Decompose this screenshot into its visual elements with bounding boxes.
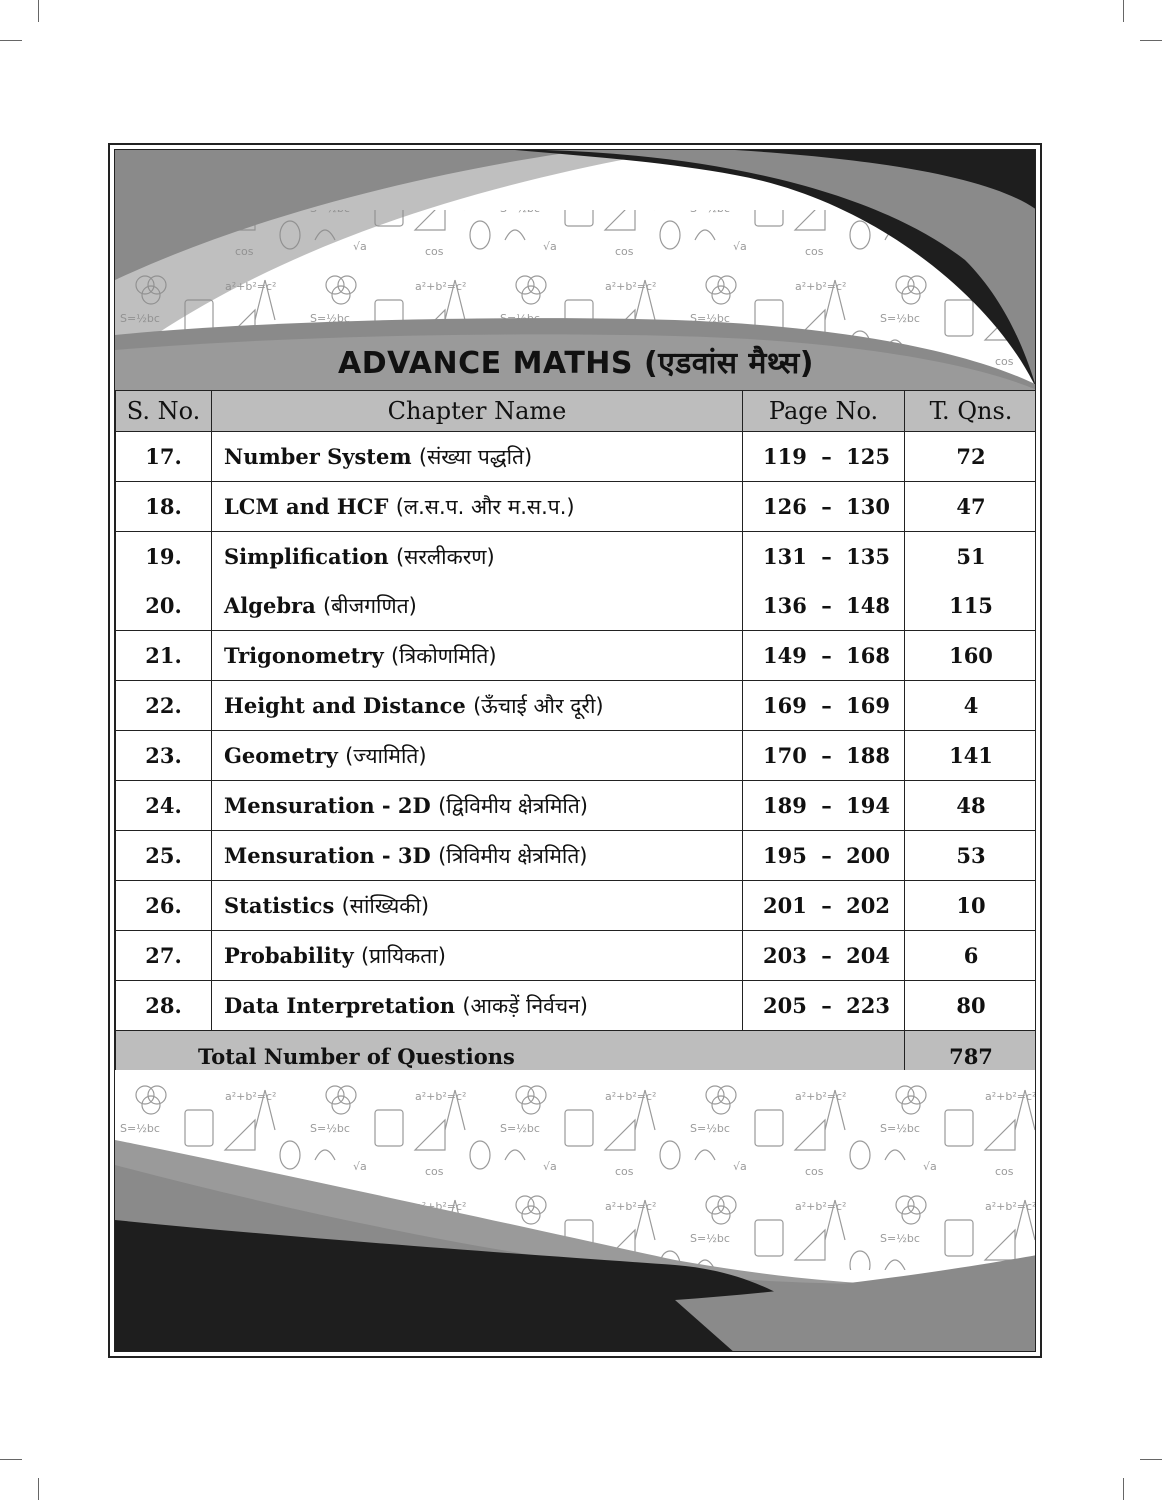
page-range: [743, 532, 905, 582]
chapter-name-hindi: (आकड़ें निर्वचन): [462, 993, 588, 1018]
section-title-band: [115, 335, 1036, 387]
crop-mark: [1140, 1459, 1162, 1460]
page-to: 204: [846, 943, 890, 968]
serial-number: 27.: [116, 931, 212, 981]
chapter-name-hindi: (सरलीकरण): [395, 544, 495, 569]
chapter-name-hindi: (द्विविमीय क्षेत्रमिति): [438, 793, 588, 818]
page-from: 170: [763, 743, 807, 768]
serial-number: 17.: [116, 432, 212, 482]
page-dash: –: [821, 643, 832, 668]
chapter-name: Probability: [224, 942, 354, 968]
page-dash: –: [821, 593, 832, 618]
page-from: 136: [763, 593, 807, 618]
serial-number: 23.: [116, 731, 212, 781]
table-row: [116, 631, 1037, 681]
chapter-name-cell: [212, 432, 743, 482]
total-value: 787: [905, 1031, 1037, 1082]
chapter-table: [115, 390, 1036, 1082]
crop-mark: [1140, 40, 1162, 41]
page-to: 202: [846, 893, 890, 918]
chapter-name-hindi: (ज्यामिति): [345, 743, 427, 768]
page-from: 169: [763, 693, 807, 718]
page-dash: –: [821, 843, 832, 868]
page-to: 223: [846, 993, 890, 1018]
page-dash: –: [821, 494, 832, 519]
chapter-name-hindi: (त्रिकोणमिति): [390, 643, 497, 668]
chapter-name: Data Interpretation: [224, 992, 456, 1018]
serial-number: 22.: [116, 681, 212, 731]
question-count: 141: [905, 731, 1037, 781]
question-count: 4: [905, 681, 1037, 731]
chapter-name: Geometry: [224, 742, 338, 768]
column-header-sno: S. No.: [116, 391, 212, 432]
chapter-name-cell: [212, 581, 743, 631]
chapter-name: Number System: [224, 443, 412, 469]
chapter-name-hindi: (ल.स.प. और म.स.प.): [395, 494, 575, 519]
page-range: [743, 981, 905, 1031]
question-count: 48: [905, 781, 1037, 831]
table-row: [116, 931, 1037, 981]
page-dash: –: [821, 943, 832, 968]
page-from: 205: [763, 993, 807, 1018]
page-dash: –: [821, 444, 832, 469]
page-dash: –: [821, 743, 832, 768]
page-from: 131: [763, 544, 807, 569]
page-to: 135: [846, 544, 890, 569]
page-from: 126: [763, 494, 807, 519]
page-range: [743, 731, 905, 781]
chapter-name: Simplification: [224, 543, 389, 569]
table-row: [116, 881, 1037, 931]
table-row: [116, 681, 1037, 731]
question-count: 10: [905, 881, 1037, 931]
chapter-name: Statistics: [224, 892, 335, 918]
page-range: [743, 781, 905, 831]
page-to: 148: [846, 593, 890, 618]
column-header-questions: T. Qns.: [905, 391, 1037, 432]
serial-number: 28.: [116, 981, 212, 1031]
chapter-name-cell: [212, 831, 743, 881]
chapter-name: LCM and HCF: [224, 493, 389, 519]
serial-number: 19.: [116, 532, 212, 582]
serial-number: 25.: [116, 831, 212, 881]
question-count: 160: [905, 631, 1037, 681]
question-count: 6: [905, 931, 1037, 981]
serial-number: 26.: [116, 881, 212, 931]
chapter-name-cell: [212, 681, 743, 731]
page-dash: –: [821, 993, 832, 1018]
page-to: 194: [846, 793, 890, 818]
table-row: [116, 482, 1037, 532]
crop-mark: [38, 1478, 39, 1500]
page-from: 203: [763, 943, 807, 968]
bottom-math-banner: [115, 1070, 1036, 1352]
chapter-name-hindi: (संख्या पद्धति): [418, 444, 533, 469]
page-to: 188: [846, 743, 890, 768]
question-count: 47: [905, 482, 1037, 532]
question-count: 80: [905, 981, 1037, 1031]
page-from: 189: [763, 793, 807, 818]
chapter-name-cell: [212, 931, 743, 981]
chapter-name-cell: [212, 482, 743, 532]
chapter-name-hindi: (बीजगणित): [322, 593, 417, 618]
page-dash: –: [821, 544, 832, 569]
crop-mark: [0, 1459, 22, 1460]
table-row: [116, 981, 1037, 1031]
page-from: 195: [763, 843, 807, 868]
crop-mark: [1123, 0, 1124, 22]
page-from: 119: [763, 444, 807, 469]
content-panel: [114, 149, 1036, 1352]
chapter-name-hindi: (सांख्यिकी): [341, 893, 430, 918]
page-range: [743, 831, 905, 881]
serial-number: 20.: [116, 581, 212, 631]
question-count: 72: [905, 432, 1037, 482]
page-range: [743, 432, 905, 482]
page-from: 149: [763, 643, 807, 668]
page-range: [743, 931, 905, 981]
chapter-name-cell: [212, 731, 743, 781]
page-range: [743, 681, 905, 731]
page-to: 125: [846, 444, 890, 469]
page-from: 201: [763, 893, 807, 918]
page-dash: –: [821, 793, 832, 818]
chapter-name-cell: [212, 781, 743, 831]
page-range: [743, 482, 905, 532]
table-row: [116, 581, 1037, 631]
crop-mark: [38, 0, 39, 22]
serial-number: 21.: [116, 631, 212, 681]
page-to: 130: [846, 494, 890, 519]
chapter-name-cell: [212, 981, 743, 1031]
total-label: Total Number of Questions: [116, 1031, 905, 1082]
chapter-name: Mensuration - 3D: [224, 842, 431, 868]
chapter-name-cell: [212, 881, 743, 931]
table-row: [116, 432, 1037, 482]
page-range: [743, 631, 905, 681]
page-dash: –: [821, 693, 832, 718]
table-header-row: [116, 391, 1037, 432]
chapter-name-hindi: (प्रायिकता): [360, 943, 446, 968]
page-range: [743, 581, 905, 631]
question-count: 115: [905, 581, 1037, 631]
table-row: [116, 532, 1037, 582]
crop-mark: [0, 40, 22, 41]
serial-number: 18.: [116, 482, 212, 532]
chapter-name: Trigonometry: [224, 642, 384, 668]
page-range: [743, 881, 905, 931]
column-header-pages: Page No.: [743, 391, 905, 432]
table-row: [116, 731, 1037, 781]
chapter-name-hindi: (त्रिविमीय क्षेत्रमिति): [438, 843, 588, 868]
page-to: 169: [846, 693, 890, 718]
chapter-name-hindi: (ऊँचाई और दूरी): [473, 693, 604, 718]
table-row: [116, 831, 1037, 881]
chapter-name-cell: [212, 532, 743, 582]
page-dash: –: [821, 893, 832, 918]
question-count: 53: [905, 831, 1037, 881]
chapter-name: Algebra: [224, 592, 316, 618]
chapter-name: Height and Distance: [224, 692, 466, 718]
table-row: [116, 781, 1037, 831]
page-to: 168: [846, 643, 890, 668]
chapter-name: Mensuration - 2D: [224, 792, 431, 818]
crop-mark: [1123, 1478, 1124, 1500]
question-count: 51: [905, 532, 1037, 582]
page-to: 200: [846, 843, 890, 868]
serial-number: 24.: [116, 781, 212, 831]
chapter-name-cell: [212, 631, 743, 681]
page-title: ADVANCE MATHS (एडवांस मैथ्स): [338, 345, 814, 381]
column-header-chapter: Chapter Name: [212, 391, 743, 432]
